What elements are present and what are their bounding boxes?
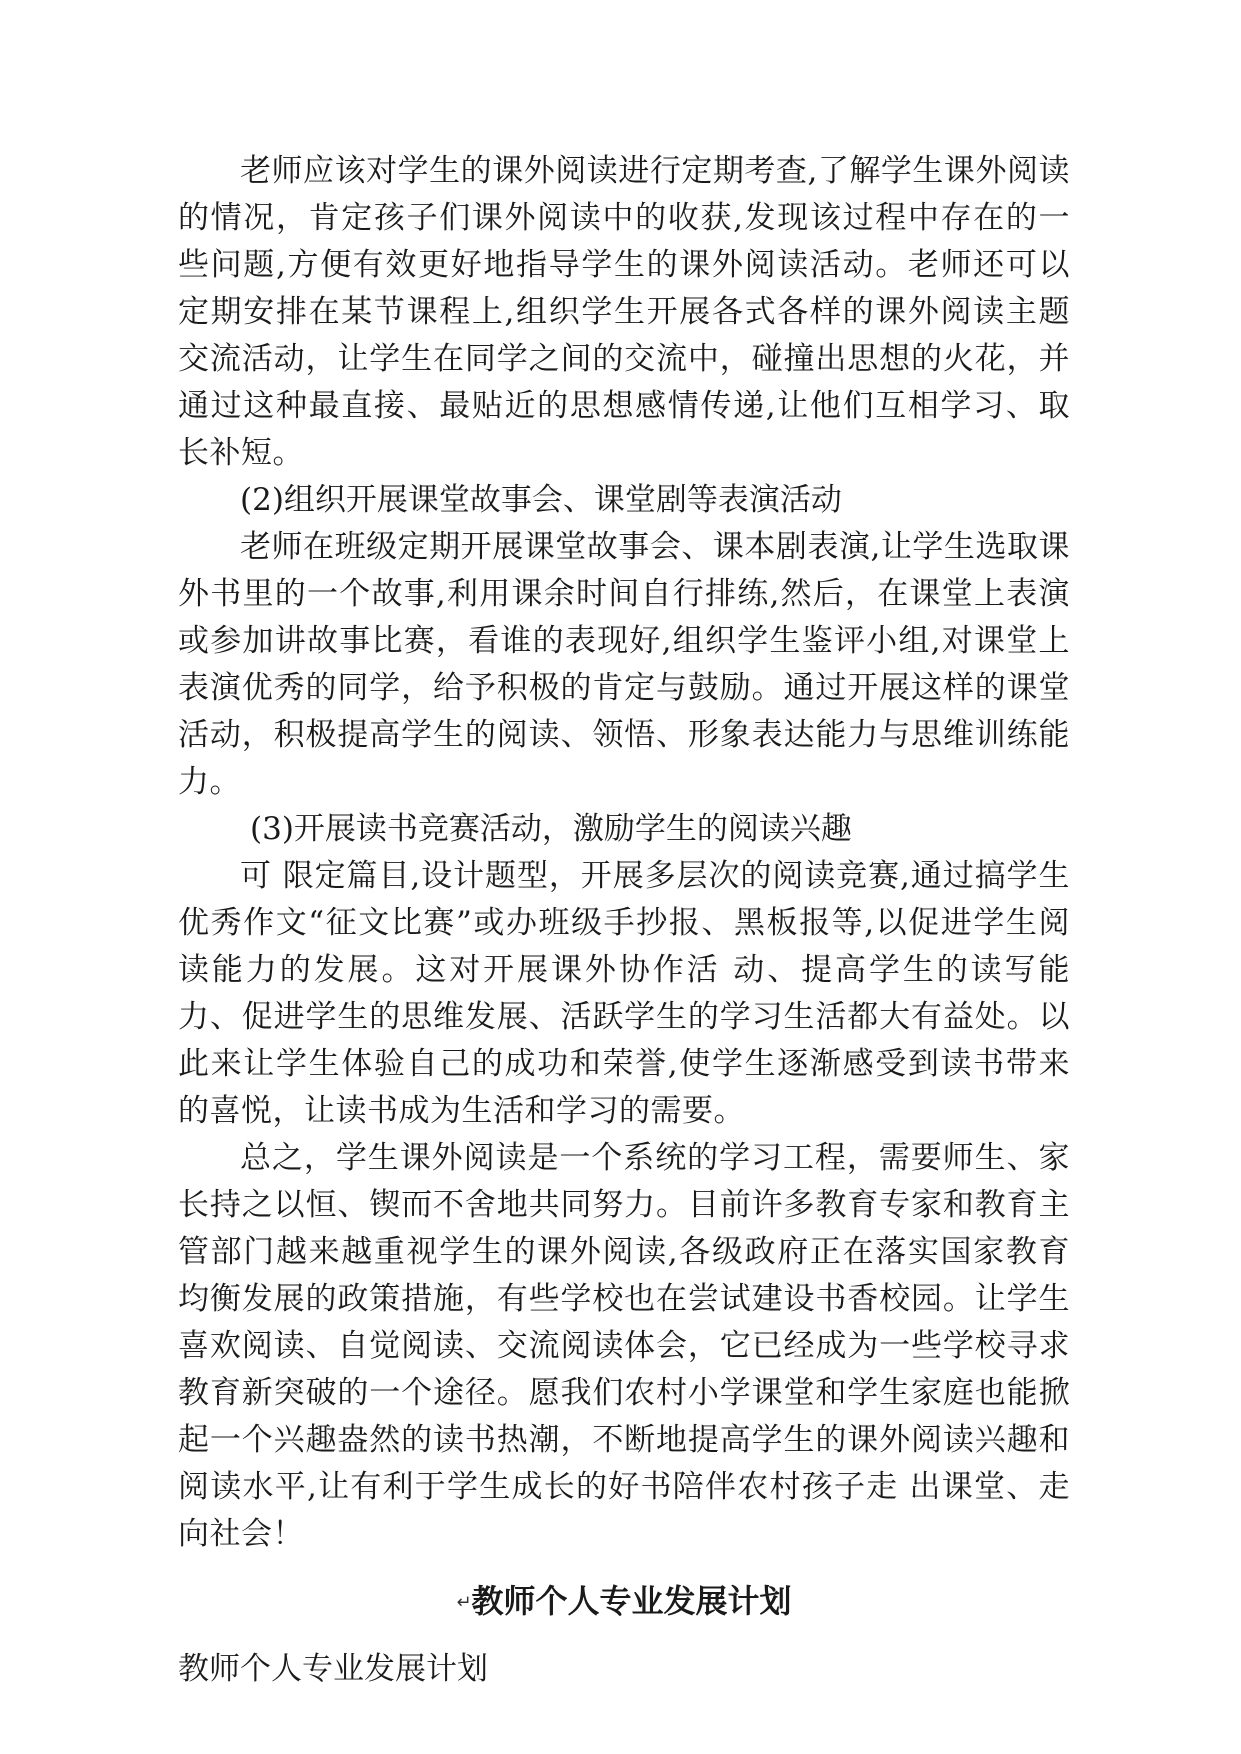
section-title-text: 教师个人专业发展计划: [471, 1582, 792, 1620]
section-title: [178, 1576, 1070, 1628]
paragraph-mark-icon: ↵: [456, 1592, 472, 1613]
document-page: [178, 148, 1070, 1693]
paragraph-conclusion: 总之，学生课外阅读是一个系统的学习工程，需要师生、家长持之以恒、锲而不舍地共同努力。目前许多教育专家和教育主管部门越来越重视学生的课外阅读,各级政府正在落实国家教育均衡发展的政策措施，有些学校也在尝试建设书香校园。让学生喜欢阅读、自觉阅读、交流阅读体会，它已经成为一些学校寻求教育新突破的一个途径。愿我们农村小学课堂和学生家庭也能掀起一个兴趣盎然的读书热潮，不断地提高学生的课外阅读兴趣和阅读水平,让有利于学生成长的好书陪伴农村孩子走 出课堂、走向社会！: [178, 1140, 1070, 1552]
paragraph-reading-review: 老师应该对学生的课外阅读进行定期考查,了解学生课外阅读的情况，肯定孩子们课外阅读中的收获,发现该过程中存在的一些问题,方便有效更好地指导学生的课外阅读活动。老师还可以定期安排在某节课程上,组织学生开展各式各样的课外阅读主题交流活动，让学生在同学之间的交流中，碰撞出思想的火花，并通过这种最直接、最贴近的思想感情传递,让他们互相学习、取长补短。: [178, 153, 1070, 471]
heading-story-activities: (2)组织开展课堂故事会、课堂剧等表演活动: [240, 482, 842, 518]
section-subtitle: 教师个人专业发展计划: [178, 1651, 488, 1687]
paragraph-reading-contest: 可 限定篇目,设计题型，开展多层次的阅读竞赛,通过搞学生优秀作文“征文比赛”或办班级手抄报、黑板报等,以促进学生阅读能力的发展。这对开展课外协作活 动、提高学生的读写能力、促进学生的思维发展、活跃学生的学习生活都大有益处。以此来让学生体验自己的成功和荣誉,使学生逐渐感受到读书带来的喜悦，让读书成为生活和学习的需要。: [178, 858, 1070, 1129]
heading-reading-contest: (3)开展读书竞赛活动，激励学生的阅读兴趣: [250, 811, 852, 847]
paragraph-story-activities: 老师在班级定期开展课堂故事会、课本剧表演,让学生选取课外书里的一个故事,利用课余时间自行排练,然后，在课堂上表演或参加讲故事比赛，看谁的表现好,组织学生鉴评小组,对课堂上表演优秀的同学，给予积极的肯定与鼓励。通过开展这样的课堂活动，积极提高学生的阅读、领悟、形象表达能力与思维训练能力。: [178, 529, 1070, 800]
